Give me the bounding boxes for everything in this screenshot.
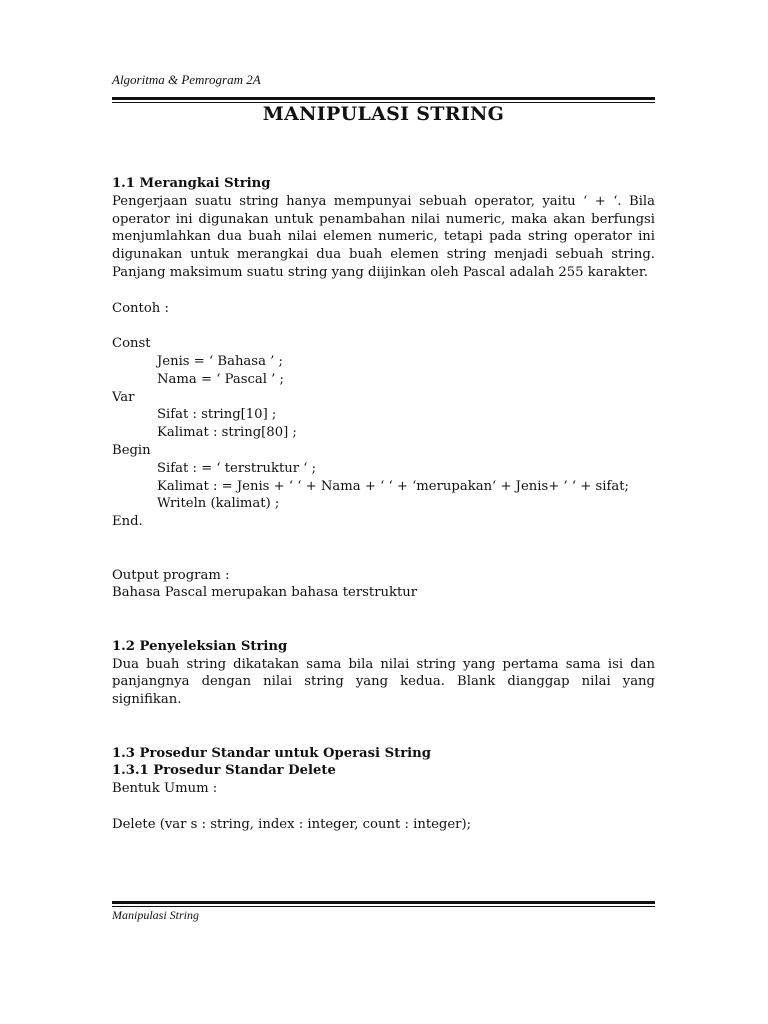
spacer xyxy=(112,317,655,335)
example-label: Contoh : xyxy=(112,300,169,316)
code-line-stmt-3: Writeln (kalimat) ; xyxy=(157,496,280,512)
code-line-const: Const xyxy=(112,336,151,352)
section-1-3-heading: 1.3 Prosedur Standar untuk Operasi String xyxy=(112,745,431,761)
spacer xyxy=(112,798,655,816)
code-line-stmt-1: Sifat : = ‘ terstruktur ‘ ; xyxy=(157,460,317,476)
code-line-const-1: Jenis = ‘ Bahasa ’ ; xyxy=(157,353,283,369)
code-line-const-2: Nama = ‘ Pascal ’ ; xyxy=(157,371,284,387)
running-footer: Manipulasi String xyxy=(112,908,200,922)
output-value: Bahasa Pascal merupakan bahasa terstruktur xyxy=(112,585,418,601)
code-line-var-1: Sifat : string[10] ; xyxy=(157,407,277,423)
spacer xyxy=(112,282,655,300)
running-header: Algoritma & Pemrogram 2A xyxy=(112,72,261,87)
section-1-3-1-heading: 1.3.1 Prosedur Standar Delete xyxy=(112,763,336,779)
delete-signature: Delete (var s : string, index : integer, count : integer); xyxy=(112,816,472,832)
header-rule xyxy=(112,97,655,100)
general-form-label: Bentuk Umum : xyxy=(112,781,218,797)
code-line-var-2: Kalimat : string[80] ; xyxy=(157,425,297,441)
section-1-1-paragraph: Pengerjaan suatu string hanya mempunyai sebuah operator, yaitu ‘ + ‘. Bila operator ini digunakan untuk penambahan nilai numeric, maka akan berfungsi menjumlahkan dua buah nilai elemen numeric, tetapi pada string operator ini digunakan untuk merangkai dua buah elemen string menjadi sebuah string. Panjang maksimum suatu string yang diijinkan oleh Pascal adalah 255 karakter. xyxy=(112,193,655,280)
spacer xyxy=(112,531,655,567)
spacer xyxy=(112,709,655,745)
section-1-1-heading: 1.1 Merangkai String xyxy=(112,176,271,191)
code-line-stmt-2: Kalimat : = Jenis + ‘ ‘ + Nama + ‘ ‘ + ‘merupakan‘ + Jenis+ ’ ‘ + sifat; xyxy=(157,478,629,494)
code-block xyxy=(112,335,655,531)
page-title: MANIPULASI STRING xyxy=(262,103,505,125)
footer-rule xyxy=(112,901,655,904)
section-1-2-heading: 1.2 Penyeleksian String xyxy=(112,638,288,654)
code-line-begin: Begin xyxy=(112,442,151,458)
code-line-var: Var xyxy=(112,389,135,405)
document-body xyxy=(112,175,655,833)
output-label: Output program : xyxy=(112,567,230,583)
section-1-2-paragraph: Dua buah string dikatakan sama bila nilai string yang pertama sama isi dan panjangnya dengan nilai string yang kedua. Blank dianggap nilai yang signifikan. xyxy=(112,656,655,708)
spacer xyxy=(112,602,655,638)
code-line-end: End. xyxy=(112,514,143,530)
